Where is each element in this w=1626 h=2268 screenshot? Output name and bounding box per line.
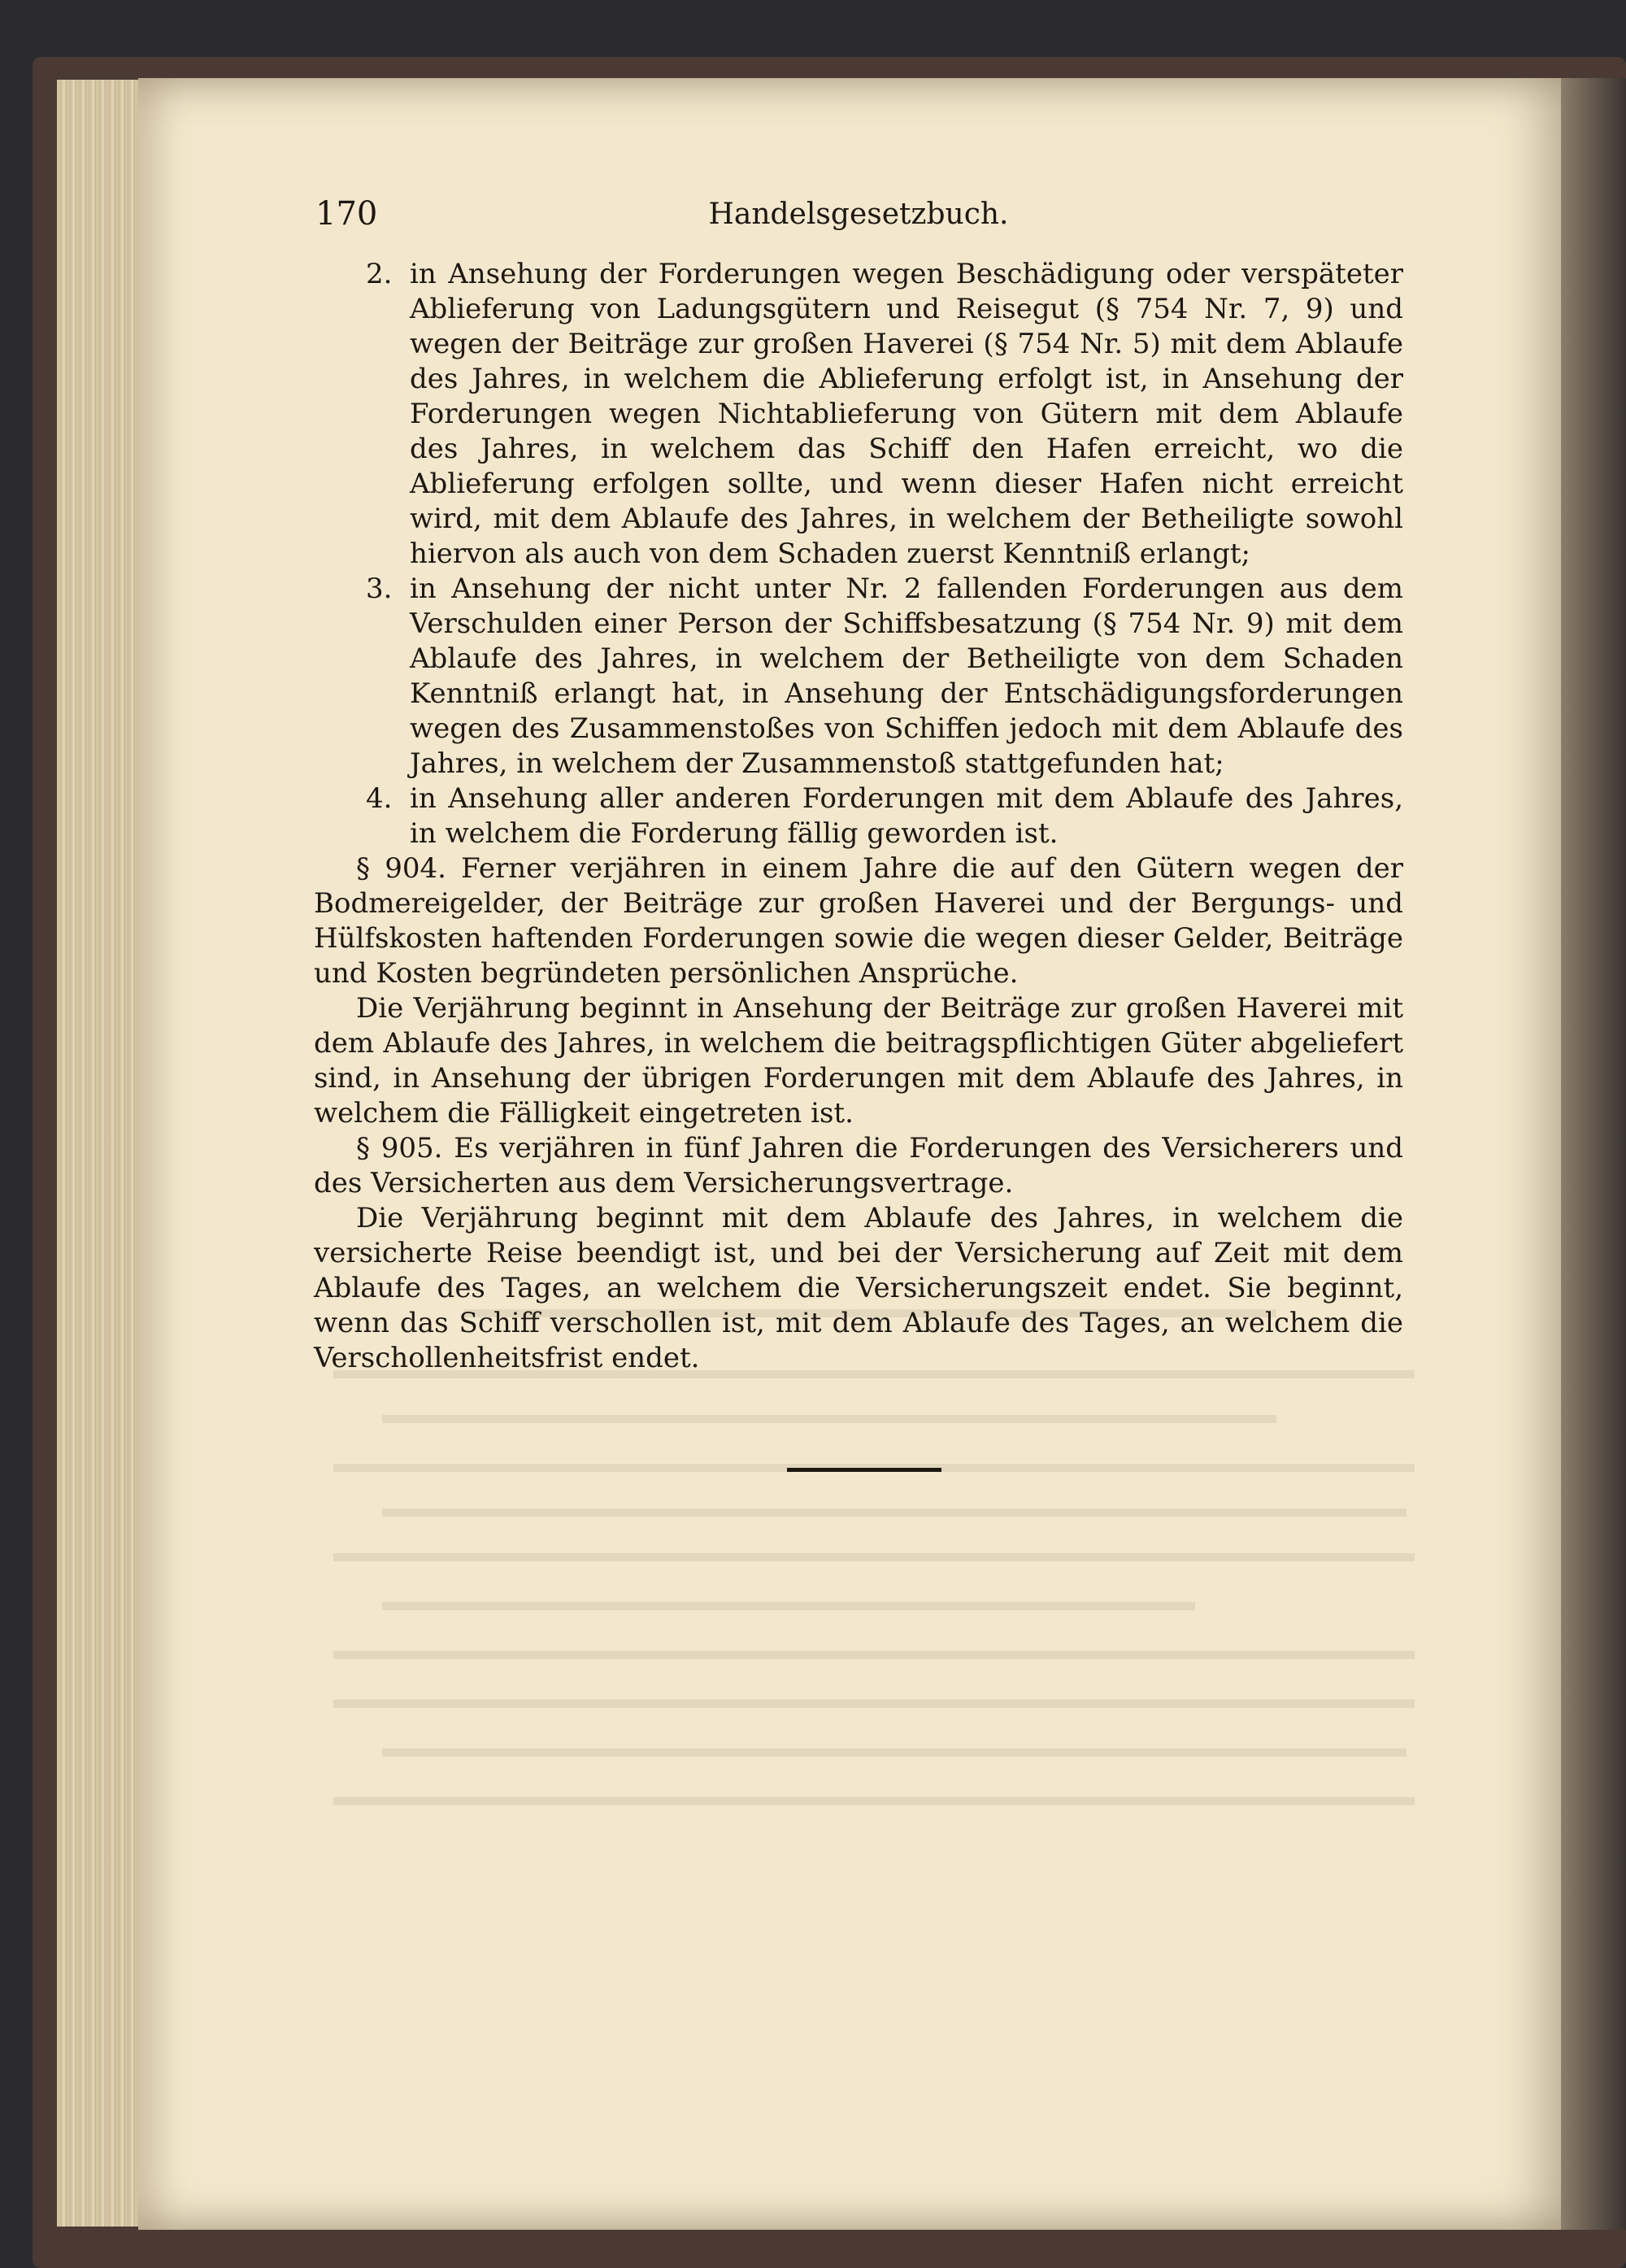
list-item xyxy=(314,572,1403,781)
section-905: § 905. Es verjähren in fünf Jahren die Forderungen des Versicherers und des Versicherten aus dem Versicherungsvertrage. xyxy=(314,1132,1403,1199)
show-through-bleed xyxy=(333,1293,1415,1872)
section-905-para-2: Die Verjährung beginnt mit dem Ablaufe des Jahres, in welchem die versicherte Reise beendigt ist, und bei der Versicherung auf Zeit mit dem Ablaufe des Tages, an welchem die Versicherungszeit endet. Sie beginnt, wenn das Schiff verschollen ist, mit dem Ablaufe des Tages, an welchem die Verschollenheitsfrist endet. xyxy=(314,1202,1403,1374)
end-rule xyxy=(787,1468,941,1472)
list-item xyxy=(314,781,1403,851)
list-item-number: 2. xyxy=(366,258,393,290)
list-item-text: in Ansehung der Forderungen wegen Beschädigung oder verspäteter Ablieferung von Ladungsgütern und Reisegut (§ 754 Nr. 7, 9) und wegen der Beiträge zur großen Haverei (§ 754 Nr. 5) mit dem Ablaufe des Jahres, in welchem die Ablieferung erfolgt ist, in Ansehung der Forderungen wegen Nichtablieferung von Gütern mit dem Ablaufe des Jahres, in welchem das Schiff den Hafen erreicht, wo die Ablieferung erfolgen sollte, und wenn dieser Hafen nicht erreicht wird, mit dem Ablaufe des Jahres, in welchem der Betheiligte sowohl hiervon als auch von dem Schaden zuerst Kenntniß erlangt; xyxy=(410,258,1403,570)
section-904-para-2: Die Verjährung beginnt in Ansehung der Beiträge zur großen Haverei mit dem Ablaufe des Jahres, in welchem die beitragspflichtigen Güter abgeliefert sind, in Ansehung der übrigen Forderungen mit dem Ablaufe des Jahres, in welchem die Fälligkeit eingetreten ist. xyxy=(314,992,1403,1130)
page-title: Handelsgesetzbuch. xyxy=(708,198,1009,231)
list-item-number: 4. xyxy=(366,782,393,815)
section-904: § 904. Ferner verjähren in einem Jahre die auf den Gütern wegen der Bodmereigelder, der Beiträge zur großen Haverei und der Bergungs- und Hülfskosten haftenden Forderungen sowie die wegen dieser Gelder, Beiträge und Kosten begründeten persönlichen Ansprüche. xyxy=(314,852,1403,990)
list-item xyxy=(314,257,1403,572)
running-head xyxy=(314,192,1403,257)
list-item-number: 3. xyxy=(366,572,393,605)
list-item-text: in Ansehung der nicht unter Nr. 2 fallenden Forderungen aus dem Verschulden einer Person der Schiffsbesatzung (§ 754 Nr. 9) mit dem Ablaufe des Jahres, in welchem der Betheiligte von dem Schaden Kenntniß erlangt hat, in Ansehung der Entschädigungsforderungen wegen des Zusammenstoßes von Schiffen jedoch mit dem Ablaufe des Jahres, in welchem der Zusammenstoß stattgefunden hat; xyxy=(410,572,1403,780)
book-gutter xyxy=(1561,78,1626,2230)
page-number: 170 xyxy=(315,195,378,233)
list-item-text: in Ansehung aller anderen Forderungen mit dem Ablaufe des Jahres, in welchem die Forderung fällig geworden ist. xyxy=(410,782,1403,850)
bleed-lines xyxy=(333,1293,1415,1862)
text-block xyxy=(314,192,1403,1376)
